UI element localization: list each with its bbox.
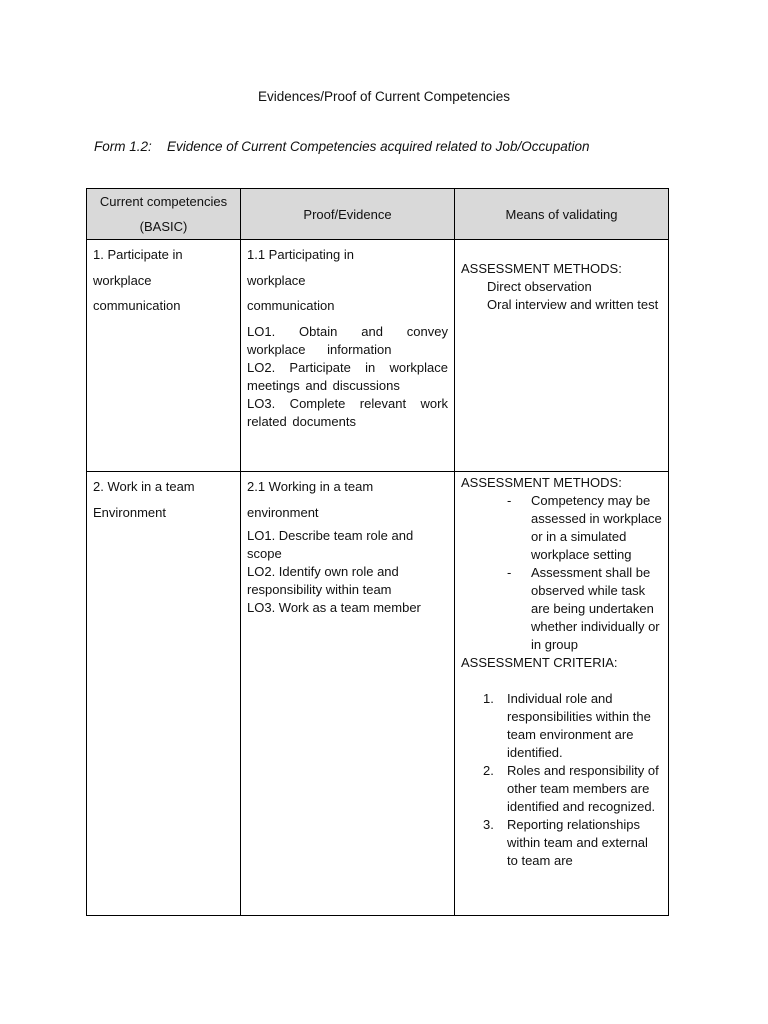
- table-row: [87, 240, 669, 472]
- validation-cell: [455, 472, 669, 916]
- competency-cell: 2. Work in a team Environment: [87, 472, 241, 916]
- list-item: - Competency may be assessed in workplace or in a simulated workplace setting: [507, 493, 662, 562]
- list-item: 1. Individual role and responsibilities within the team environment are identified.: [483, 691, 651, 760]
- assessment-methods-label: ASSESSMENT METHODS:: [461, 261, 622, 276]
- learning-outcome: LO2. Participate in workplace meetings and discussions: [247, 359, 448, 393]
- page-title: Evidences/Proof of Current Competencies: [257, 89, 511, 104]
- assessment-method: Direct observation: [487, 279, 592, 294]
- header-proof-evidence: Proof/Evidence: [241, 189, 455, 240]
- form-number: Form 1.2:: [94, 139, 152, 154]
- table-header-row: [87, 189, 669, 240]
- proof-cell: 1.1 Participating in workplace communication LO1. Obtain and convey workplace information LO2. Participate in workplace meetings and discussions LO3. Complete relevant work related documents: [241, 240, 455, 472]
- learning-outcome: LO3. Complete relevant work related documents: [247, 395, 448, 429]
- proof-cell: 2.1 Working in a team environment LO1. Describe team role and scope LO2. Identify own role and responsibility within team LO3. Work as a team member: [241, 472, 455, 916]
- assessment-methods-list: [461, 492, 662, 654]
- assessment-methods-label: ASSESSMENT METHODS:: [461, 475, 622, 490]
- assessment-method: Oral interview and written test: [487, 297, 659, 312]
- list-item: 3. Reporting relationships within team and external to team are: [483, 817, 648, 868]
- form-description: Evidence of Current Competencies acquired related to Job/Occupation: [167, 139, 590, 154]
- learning-outcome: LO2. Identify own role and responsibility within team: [247, 564, 399, 597]
- competency-cell: 1. Participate in workplace communication: [87, 240, 241, 472]
- header-means-of-validating: Means of validating: [455, 189, 669, 240]
- assessment-criteria-label: ASSESSMENT CRITERIA:: [461, 655, 618, 670]
- form-caption: [94, 139, 590, 154]
- learning-outcome: LO1. Obtain and convey workplace information: [247, 323, 448, 357]
- table-row: [87, 472, 669, 916]
- list-item: - Assessment shall be observed while task are being undertaken whether individually or in group: [507, 565, 660, 652]
- learning-outcome: LO1. Describe team role and scope: [247, 528, 414, 561]
- list-item: 2. Roles and responsibility of other team members are identified and recognized.: [483, 763, 659, 814]
- learning-outcome: LO3. Work as a team member: [247, 600, 421, 615]
- competencies-table: [86, 188, 669, 916]
- header-current-competencies: Current competencies (BASIC): [87, 189, 241, 240]
- validation-cell: [455, 240, 669, 472]
- assessment-criteria-list: [461, 690, 662, 870]
